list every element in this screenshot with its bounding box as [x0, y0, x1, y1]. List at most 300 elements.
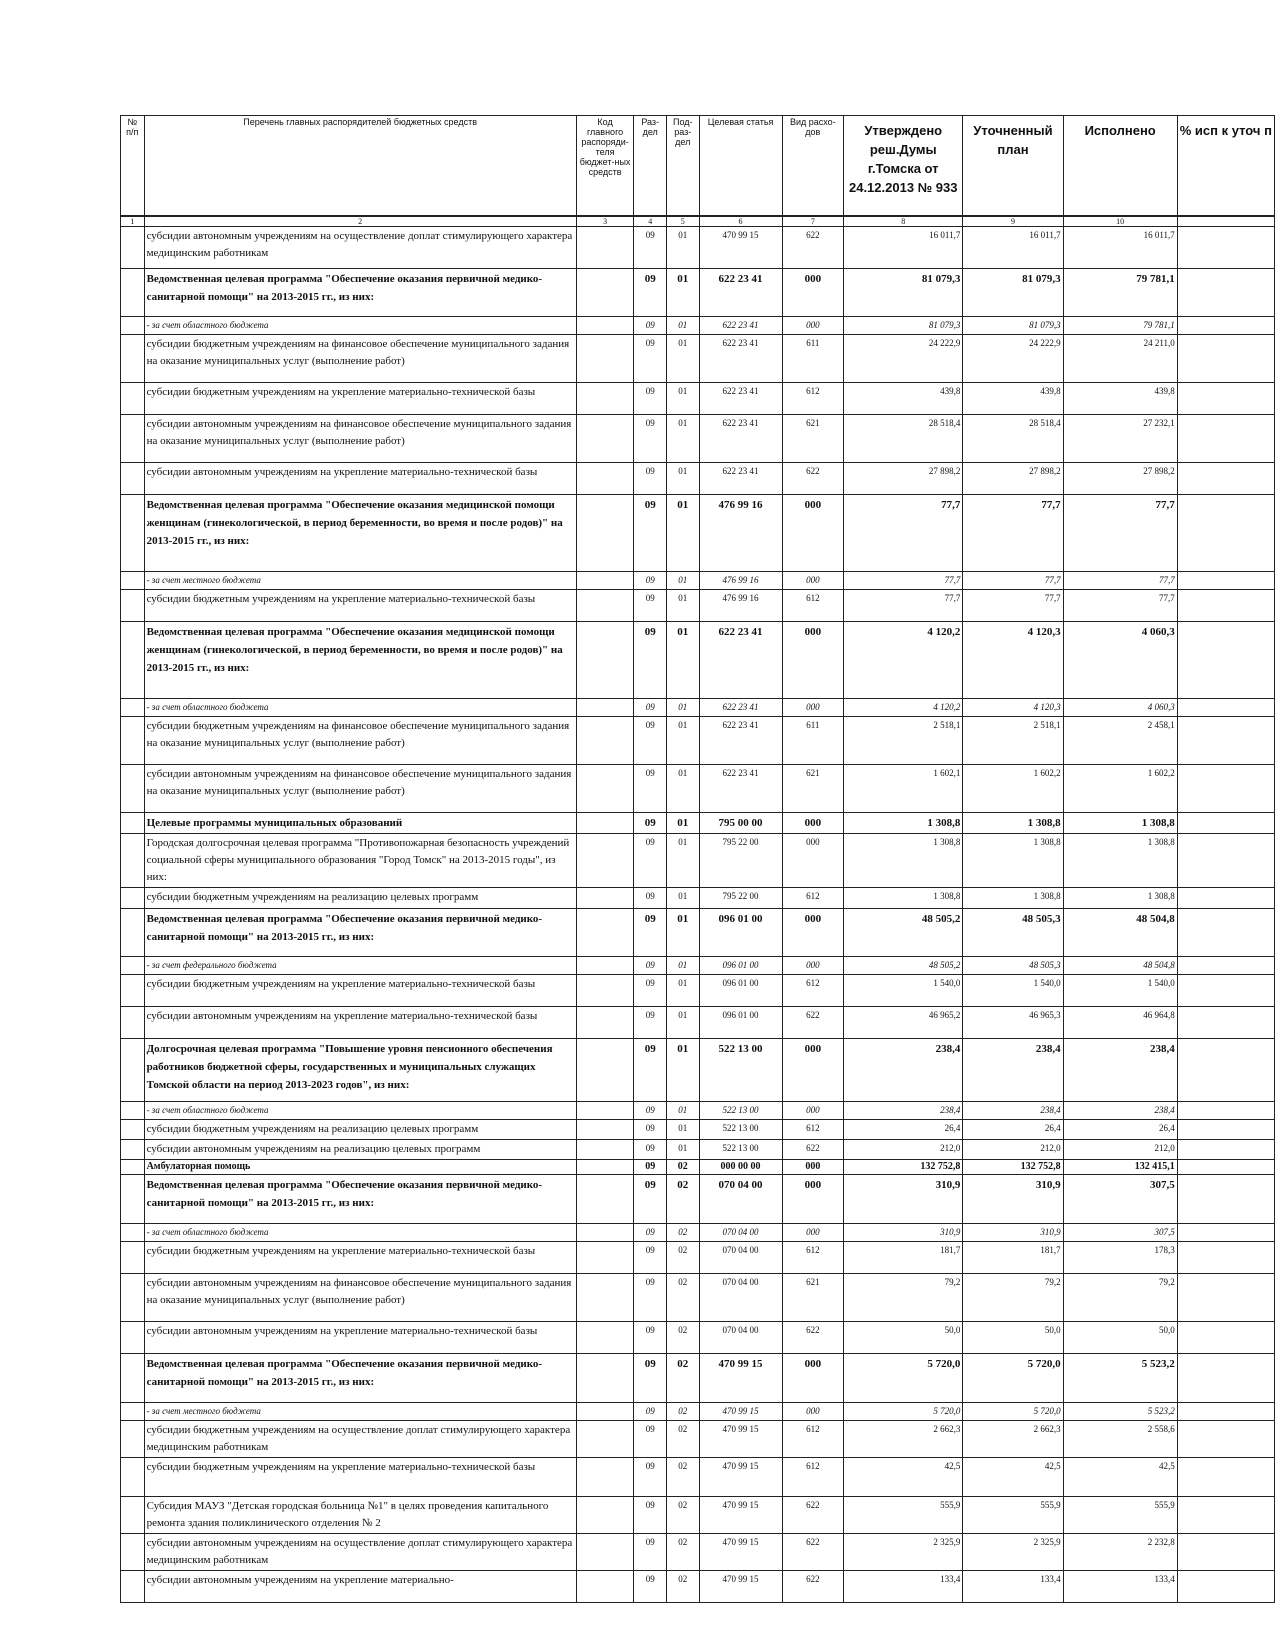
row-number-cell	[121, 698, 145, 716]
podrazdel-cell: 01	[666, 1101, 699, 1119]
row-name-cell: - за счет областного бюджета	[144, 698, 576, 716]
vid-cell: 621	[782, 1273, 844, 1321]
target-cell: 070 04 00	[699, 1223, 782, 1241]
table-row	[121, 494, 1275, 571]
col-header-name: Перечень главных распорядителей бюджетных средств	[144, 116, 576, 216]
row-number-cell	[121, 1174, 145, 1223]
refined-cell: 79,2	[963, 1273, 1063, 1321]
target-cell: 470 99 15	[699, 1457, 782, 1496]
table-row	[121, 1101, 1275, 1119]
row-name-cell: Ведомственная целевая программа "Обеспечение оказания первичной медико-санитарной помощи" на 2013-2015 гг., из них:	[144, 1353, 576, 1402]
code-cell	[576, 1139, 634, 1159]
percent-cell	[1177, 1420, 1274, 1457]
row-name-cell: субсидии бюджетным учреждениям на укрепление материально-технической базы	[144, 1241, 576, 1273]
target-cell: 470 99 15	[699, 1496, 782, 1533]
row-name-cell: Ведомственная целевая программа "Обеспечение оказания медицинской помощи женщинам (гинекологической, в период беременности, во время и после родов)" на 2013-2015 гг., из них:	[144, 621, 576, 698]
razdel-cell: 09	[634, 974, 667, 1006]
percent-cell	[1177, 1139, 1274, 1159]
percent-cell	[1177, 698, 1274, 716]
target-cell: 470 99 15	[699, 1570, 782, 1602]
refined-cell: 16 011,7	[963, 226, 1063, 268]
podrazdel-cell: 02	[666, 1273, 699, 1321]
row-number-cell	[121, 316, 145, 334]
target-cell: 622 23 41	[699, 334, 782, 382]
podrazdel-cell: 01	[666, 1006, 699, 1038]
executed-cell: 2 458,1	[1063, 716, 1177, 764]
razdel-cell: 09	[634, 571, 667, 589]
code-cell	[576, 571, 634, 589]
budget-execution-table	[120, 115, 1275, 1603]
podrazdel-cell: 01	[666, 1119, 699, 1139]
podrazdel-cell: 01	[666, 571, 699, 589]
podrazdel-cell: 02	[666, 1533, 699, 1570]
podrazdel-cell: 01	[666, 268, 699, 316]
razdel-cell: 09	[634, 1101, 667, 1119]
podrazdel-cell: 01	[666, 887, 699, 908]
table-row	[121, 956, 1275, 974]
row-number-cell	[121, 1159, 145, 1174]
razdel-cell: 09	[634, 1420, 667, 1457]
percent-cell	[1177, 382, 1274, 414]
row-name-cell: субсидии бюджетным учреждениям на укрепление материально-технической базы	[144, 382, 576, 414]
row-number-cell	[121, 1119, 145, 1139]
code-cell	[576, 698, 634, 716]
table-row	[121, 1533, 1275, 1570]
executed-cell: 48 504,8	[1063, 956, 1177, 974]
executed-cell: 26,4	[1063, 1119, 1177, 1139]
col-number: 6	[699, 216, 782, 227]
percent-cell	[1177, 226, 1274, 268]
row-name-cell: субсидии автономным учреждениям на финансовое обеспечение муниципального задания на оказание муниципальных услуг (выполнение работ)	[144, 764, 576, 812]
code-cell	[576, 908, 634, 956]
vid-cell: 000	[782, 1223, 844, 1241]
table-row	[121, 334, 1275, 382]
razdel-cell: 09	[634, 1223, 667, 1241]
vid-cell: 000	[782, 1174, 844, 1223]
code-cell	[576, 268, 634, 316]
podrazdel-cell: 01	[666, 974, 699, 1006]
table-row	[121, 1038, 1275, 1101]
approved-cell: 2 325,9	[844, 1533, 963, 1570]
row-name-cell: Ведомственная целевая программа "Обеспечение оказания медицинской помощи женщинам (гинекологической, в период беременности, во время и после родов)" на 2013-2015 гг., из них:	[144, 494, 576, 571]
table-row	[121, 1496, 1275, 1533]
target-cell: 096 01 00	[699, 956, 782, 974]
target-cell: 070 04 00	[699, 1321, 782, 1353]
percent-cell	[1177, 908, 1274, 956]
col-number: 2	[144, 216, 576, 227]
row-number-cell	[121, 1533, 145, 1570]
target-cell: 622 23 41	[699, 621, 782, 698]
vid-cell: 000	[782, 494, 844, 571]
podrazdel-cell: 01	[666, 226, 699, 268]
podrazdel-cell: 01	[666, 462, 699, 494]
executed-cell: 46 964,8	[1063, 1006, 1177, 1038]
target-cell: 522 13 00	[699, 1038, 782, 1101]
razdel-cell: 09	[634, 334, 667, 382]
col-header-executed: Исполнено	[1063, 116, 1177, 216]
code-cell	[576, 1119, 634, 1139]
target-cell: 795 22 00	[699, 833, 782, 887]
row-number-cell	[121, 974, 145, 1006]
col-header-code: Код главного распоряди-теля бюджет-ных средств	[576, 116, 634, 216]
podrazdel-cell: 01	[666, 956, 699, 974]
refined-cell: 77,7	[963, 571, 1063, 589]
razdel-cell: 09	[634, 1533, 667, 1570]
table-row	[121, 1273, 1275, 1321]
table-row	[121, 764, 1275, 812]
vid-cell: 000	[782, 956, 844, 974]
percent-cell	[1177, 956, 1274, 974]
percent-cell	[1177, 1006, 1274, 1038]
approved-cell: 26,4	[844, 1119, 963, 1139]
table-row	[121, 698, 1275, 716]
razdel-cell: 09	[634, 1321, 667, 1353]
razdel-cell: 09	[634, 833, 667, 887]
podrazdel-cell: 01	[666, 414, 699, 462]
row-number-cell	[121, 1038, 145, 1101]
target-cell: 476 99 16	[699, 589, 782, 621]
podrazdel-cell: 01	[666, 908, 699, 956]
executed-cell: 1 540,0	[1063, 974, 1177, 1006]
approved-cell: 2 662,3	[844, 1420, 963, 1457]
code-cell	[576, 1159, 634, 1174]
code-cell	[576, 621, 634, 698]
table-row	[121, 1402, 1275, 1420]
vid-cell: 621	[782, 764, 844, 812]
percent-cell	[1177, 1273, 1274, 1321]
razdel-cell: 09	[634, 1038, 667, 1101]
vid-cell: 611	[782, 716, 844, 764]
col-number: 9	[963, 216, 1063, 227]
row-name-cell: Городская долгосрочная целевая программа "Противопожарная безопасность учреждений социальной сферы муниципального образования "Город Томск" на 2013-2015 годы", из них:	[144, 833, 576, 887]
executed-cell: 133,4	[1063, 1570, 1177, 1602]
percent-cell	[1177, 589, 1274, 621]
executed-cell: 555,9	[1063, 1496, 1177, 1533]
podrazdel-cell: 01	[666, 621, 699, 698]
refined-cell: 27 898,2	[963, 462, 1063, 494]
refined-cell: 50,0	[963, 1321, 1063, 1353]
row-number-cell	[121, 1353, 145, 1402]
razdel-cell: 09	[634, 1119, 667, 1139]
row-name-cell: - за счет областного бюджета	[144, 316, 576, 334]
target-cell: 470 99 15	[699, 1533, 782, 1570]
code-cell	[576, 974, 634, 1006]
approved-cell: 439,8	[844, 382, 963, 414]
row-number-cell	[121, 812, 145, 833]
code-cell	[576, 1241, 634, 1273]
row-name-cell: субсидии автономным учреждениям на укрепление материально-технической базы	[144, 1321, 576, 1353]
executed-cell: 5 523,2	[1063, 1353, 1177, 1402]
col-number: 7	[782, 216, 844, 227]
row-name-cell: - за счет местного бюджета	[144, 571, 576, 589]
podrazdel-cell: 01	[666, 382, 699, 414]
row-name-cell: субсидии автономным учреждениям на финансовое обеспечение муниципального задания на оказание муниципальных услуг (выполнение работ)	[144, 1273, 576, 1321]
code-cell	[576, 1273, 634, 1321]
executed-cell: 50,0	[1063, 1321, 1177, 1353]
razdel-cell: 09	[634, 226, 667, 268]
percent-cell	[1177, 621, 1274, 698]
code-cell	[576, 494, 634, 571]
vid-cell: 000	[782, 1353, 844, 1402]
podrazdel-cell: 01	[666, 1139, 699, 1159]
code-cell	[576, 1353, 634, 1402]
row-number-cell	[121, 268, 145, 316]
approved-cell: 4 120,2	[844, 698, 963, 716]
col-header-target: Целевая статья	[699, 116, 782, 216]
executed-cell: 1 308,8	[1063, 833, 1177, 887]
code-cell	[576, 1457, 634, 1496]
table-row	[121, 1119, 1275, 1139]
code-cell	[576, 414, 634, 462]
row-name-cell: Ведомственная целевая программа "Обеспечение оказания первичной медико-санитарной помощи" на 2013-2015 гг., из них:	[144, 908, 576, 956]
target-cell: 000 00 00	[699, 1159, 782, 1174]
percent-cell	[1177, 1174, 1274, 1223]
refined-cell: 5 720,0	[963, 1402, 1063, 1420]
table-row	[121, 908, 1275, 956]
refined-cell: 555,9	[963, 1496, 1063, 1533]
col-number: 8	[844, 216, 963, 227]
approved-cell: 24 222,9	[844, 334, 963, 382]
approved-cell: 27 898,2	[844, 462, 963, 494]
row-name-cell: - за счет местного бюджета	[144, 1402, 576, 1420]
podrazdel-cell: 01	[666, 494, 699, 571]
row-number-cell	[121, 382, 145, 414]
refined-cell: 439,8	[963, 382, 1063, 414]
podrazdel-cell: 02	[666, 1353, 699, 1402]
vid-cell: 622	[782, 1139, 844, 1159]
row-number-cell	[121, 956, 145, 974]
table-row	[121, 1570, 1275, 1602]
row-name-cell: - за счет областного бюджета	[144, 1223, 576, 1241]
target-cell: 522 13 00	[699, 1101, 782, 1119]
table-row	[121, 414, 1275, 462]
approved-cell: 5 720,0	[844, 1353, 963, 1402]
executed-cell: 132 415,1	[1063, 1159, 1177, 1174]
podrazdel-cell: 01	[666, 334, 699, 382]
vid-cell: 000	[782, 571, 844, 589]
row-number-cell	[121, 1321, 145, 1353]
row-name-cell: субсидии бюджетным учреждениям на укрепление материально-технической базы	[144, 1457, 576, 1496]
target-cell: 622 23 41	[699, 716, 782, 764]
approved-cell: 238,4	[844, 1038, 963, 1101]
header-row	[121, 116, 1275, 216]
razdel-cell: 09	[634, 887, 667, 908]
table-row	[121, 1159, 1275, 1174]
vid-cell: 000	[782, 1402, 844, 1420]
percent-cell	[1177, 1570, 1274, 1602]
percent-cell	[1177, 316, 1274, 334]
row-name-cell: субсидии автономным учреждениям на укрепление материально-технической базы	[144, 1006, 576, 1038]
refined-cell: 238,4	[963, 1038, 1063, 1101]
refined-cell: 5 720,0	[963, 1353, 1063, 1402]
approved-cell: 77,7	[844, 494, 963, 571]
refined-cell: 81 079,3	[963, 316, 1063, 334]
row-name-cell: Целевые программы муниципальных образований	[144, 812, 576, 833]
percent-cell	[1177, 833, 1274, 887]
podrazdel-cell: 01	[666, 764, 699, 812]
row-name-cell: субсидии бюджетным учреждениям на укрепление материально-технической базы	[144, 974, 576, 1006]
razdel-cell: 09	[634, 1457, 667, 1496]
row-number-cell	[121, 414, 145, 462]
executed-cell: 79 781,1	[1063, 268, 1177, 316]
razdel-cell: 09	[634, 494, 667, 571]
vid-cell: 000	[782, 1101, 844, 1119]
refined-cell: 28 518,4	[963, 414, 1063, 462]
approved-cell: 79,2	[844, 1273, 963, 1321]
table-row	[121, 833, 1275, 887]
refined-cell: 132 752,8	[963, 1159, 1063, 1174]
razdel-cell: 09	[634, 716, 667, 764]
approved-cell: 42,5	[844, 1457, 963, 1496]
target-cell: 476 99 16	[699, 494, 782, 571]
target-cell: 070 04 00	[699, 1241, 782, 1273]
code-cell	[576, 887, 634, 908]
row-number-cell	[121, 589, 145, 621]
row-name-cell: субсидии автономным учреждениям на укрепление материально-	[144, 1570, 576, 1602]
target-cell: 476 99 16	[699, 571, 782, 589]
table-row	[121, 268, 1275, 316]
razdel-cell: 09	[634, 589, 667, 621]
row-number-cell	[121, 1139, 145, 1159]
approved-cell: 81 079,3	[844, 316, 963, 334]
approved-cell: 555,9	[844, 1496, 963, 1533]
approved-cell: 4 120,2	[844, 621, 963, 698]
razdel-cell: 09	[634, 1273, 667, 1321]
razdel-cell: 09	[634, 621, 667, 698]
percent-cell	[1177, 571, 1274, 589]
vid-cell: 000	[782, 908, 844, 956]
target-cell: 795 22 00	[699, 887, 782, 908]
podrazdel-cell: 02	[666, 1420, 699, 1457]
percent-cell	[1177, 1533, 1274, 1570]
refined-cell: 4 120,3	[963, 621, 1063, 698]
col-header-approved: Утверждено реш.Думы г.Томска от 24.12.2013 № 933	[844, 116, 963, 216]
vid-cell: 612	[782, 1241, 844, 1273]
executed-cell: 48 504,8	[1063, 908, 1177, 956]
razdel-cell: 09	[634, 462, 667, 494]
approved-cell: 1 308,8	[844, 833, 963, 887]
percent-cell	[1177, 414, 1274, 462]
table-row	[121, 316, 1275, 334]
vid-cell: 622	[782, 1006, 844, 1038]
table-row	[121, 226, 1275, 268]
podrazdel-cell: 01	[666, 589, 699, 621]
table-row	[121, 1006, 1275, 1038]
table-row	[121, 462, 1275, 494]
refined-cell: 24 222,9	[963, 334, 1063, 382]
col-number: 10	[1063, 216, 1177, 227]
executed-cell: 79 781,1	[1063, 316, 1177, 334]
code-cell	[576, 833, 634, 887]
podrazdel-cell: 01	[666, 833, 699, 887]
percent-cell	[1177, 462, 1274, 494]
row-name-cell: Ведомственная целевая программа "Обеспечение оказания первичной медико-санитарной помощи" на 2013-2015 гг., из них:	[144, 268, 576, 316]
executed-cell: 439,8	[1063, 382, 1177, 414]
code-cell	[576, 1006, 634, 1038]
table-row	[121, 1241, 1275, 1273]
executed-cell: 4 060,3	[1063, 621, 1177, 698]
podrazdel-cell: 01	[666, 316, 699, 334]
percent-cell	[1177, 1159, 1274, 1174]
executed-cell: 307,5	[1063, 1174, 1177, 1223]
percent-cell	[1177, 1241, 1274, 1273]
row-number-cell	[121, 908, 145, 956]
razdel-cell: 09	[634, 316, 667, 334]
approved-cell: 16 011,7	[844, 226, 963, 268]
razdel-cell: 09	[634, 268, 667, 316]
executed-cell: 77,7	[1063, 589, 1177, 621]
table-body	[121, 226, 1275, 1602]
row-number-cell	[121, 1420, 145, 1457]
row-number-cell	[121, 833, 145, 887]
table-row	[121, 716, 1275, 764]
approved-cell: 132 752,8	[844, 1159, 963, 1174]
percent-cell	[1177, 1496, 1274, 1533]
code-cell	[576, 589, 634, 621]
razdel-cell: 09	[634, 1496, 667, 1533]
refined-cell: 81 079,3	[963, 268, 1063, 316]
row-name-cell: Субсидия МАУЗ "Детская городская больница №1" в целях проведения капитального ремонта здания поликлинического отделения № 2	[144, 1496, 576, 1533]
approved-cell: 77,7	[844, 571, 963, 589]
razdel-cell: 09	[634, 812, 667, 833]
percent-cell	[1177, 494, 1274, 571]
row-name-cell: субсидии автономным учреждениям на реализацию целевых программ	[144, 1139, 576, 1159]
refined-cell: 310,9	[963, 1223, 1063, 1241]
vid-cell: 000	[782, 1159, 844, 1174]
row-name-cell: субсидии бюджетным учреждениям на финансовое обеспечение муниципального задания на оказание муниципальных услуг (выполнение работ)	[144, 334, 576, 382]
target-cell: 622 23 41	[699, 414, 782, 462]
executed-cell: 1 308,8	[1063, 887, 1177, 908]
vid-cell: 622	[782, 1496, 844, 1533]
vid-cell: 622	[782, 1321, 844, 1353]
vid-cell: 612	[782, 974, 844, 1006]
vid-cell: 000	[782, 268, 844, 316]
percent-cell	[1177, 1321, 1274, 1353]
code-cell	[576, 1101, 634, 1119]
code-cell	[576, 716, 634, 764]
target-cell: 622 23 41	[699, 316, 782, 334]
refined-cell: 1 308,8	[963, 833, 1063, 887]
podrazdel-cell: 02	[666, 1321, 699, 1353]
row-number-cell	[121, 1101, 145, 1119]
podrazdel-cell: 02	[666, 1570, 699, 1602]
refined-cell: 2 662,3	[963, 1420, 1063, 1457]
row-number-cell	[121, 1241, 145, 1273]
podrazdel-cell: 02	[666, 1457, 699, 1496]
code-cell	[576, 382, 634, 414]
executed-cell: 1 602,2	[1063, 764, 1177, 812]
row-name-cell: субсидии автономным учреждениям на финансовое обеспечение муниципального задания на оказание муниципальных услуг (выполнение работ)	[144, 414, 576, 462]
podrazdel-cell: 02	[666, 1241, 699, 1273]
approved-cell: 310,9	[844, 1223, 963, 1241]
code-cell	[576, 1533, 634, 1570]
table-row	[121, 1420, 1275, 1457]
row-name-cell: субсидии бюджетным учреждениям на укрепление материально-технической базы	[144, 589, 576, 621]
code-cell	[576, 1420, 634, 1457]
col-header-percent: % исп к уточ п	[1177, 116, 1274, 216]
percent-cell	[1177, 716, 1274, 764]
row-number-cell	[121, 462, 145, 494]
percent-cell	[1177, 974, 1274, 1006]
table-row	[121, 887, 1275, 908]
vid-cell: 612	[782, 589, 844, 621]
refined-cell: 1 308,8	[963, 812, 1063, 833]
executed-cell: 77,7	[1063, 571, 1177, 589]
table-row	[121, 571, 1275, 589]
code-cell	[576, 764, 634, 812]
razdel-cell: 09	[634, 1159, 667, 1174]
table-row	[121, 1223, 1275, 1241]
